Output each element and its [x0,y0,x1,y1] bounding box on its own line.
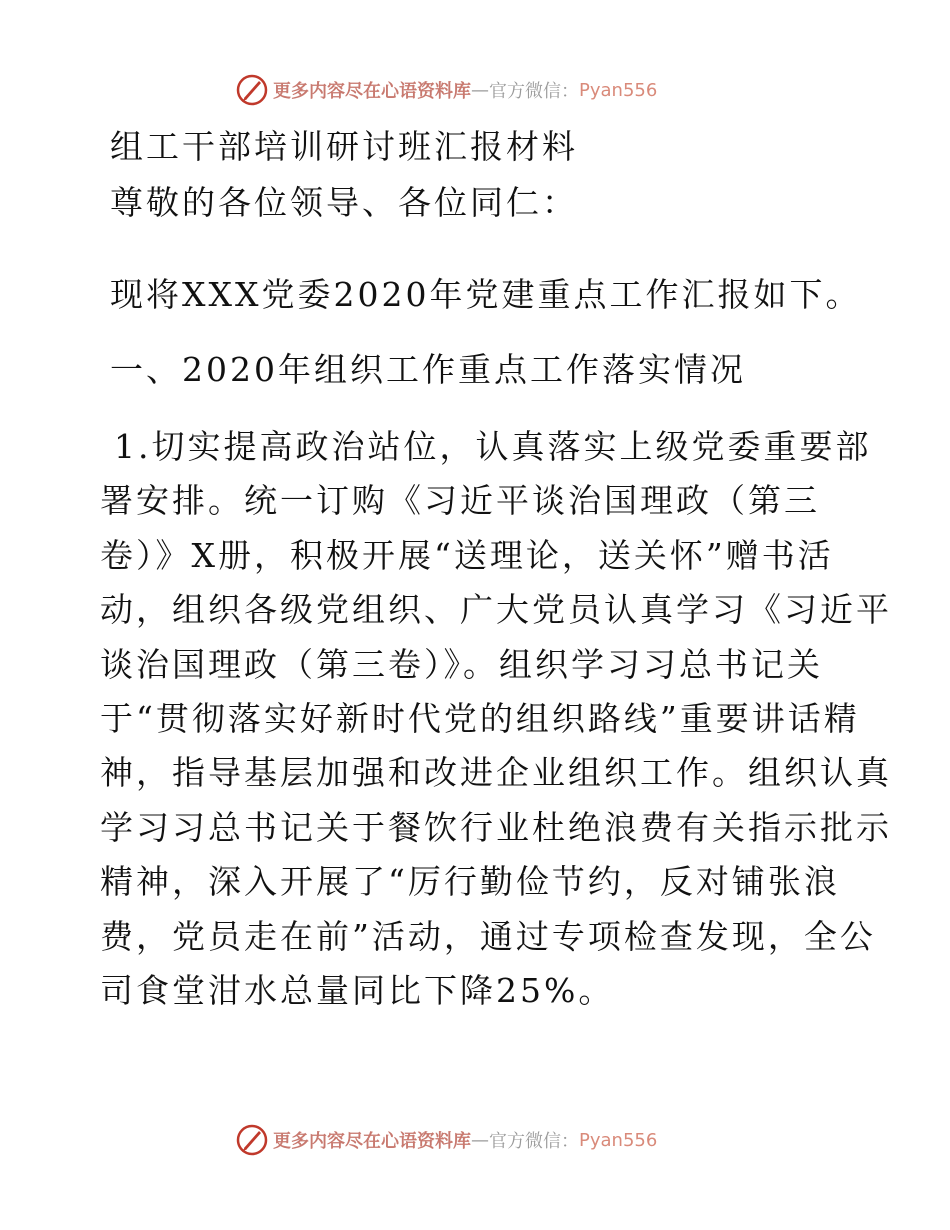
watermark-dash: — [471,79,489,101]
quill-pen-logo-icon [235,73,269,107]
paragraph-line: 动，组织各级党组织、广大党员认真学习《习近平 [100,590,892,630]
salutation: 尊敬的各位领导、各位同仁： [110,183,578,222]
document-title: 组工干部培训研讨班汇报材料 [110,127,578,166]
watermark-contact-id: Pyan556 [579,1129,658,1151]
paragraph-line: 于“贯彻落实好新时代党的组织路线”重要讲话精 [100,699,860,739]
section-heading: 一、2020年组织工作重点工作落实情况 [110,350,746,389]
paragraph-line: 1.切实提高政治站位，认真落实上级党委重要部 [114,427,872,466]
paragraph-line: 谈治国理政（第三卷）》。组织学习习总书记关 [100,644,823,684]
body-paragraph [100,420,892,1018]
watermark-contact-label: 官方微信： [489,81,579,102]
quill-pen-logo-icon [235,1123,269,1157]
paragraph-line: 卷）》X册，积极开展“送理论，送关怀”赠书活 [100,535,834,575]
paragraph-line: 署安排。统一订购《习近平谈治国理政（第三 [100,481,820,521]
watermark-text: 更多内容尽在心语资料库 [273,81,471,102]
watermark-header [235,72,657,108]
watermark-text: 更多内容尽在心语资料库 [273,1131,471,1152]
intro-sentence: 现将XXX党委2020年党建重点工作汇报如下。 [110,275,862,314]
paragraph-line: 精神，深入开展了“厉行勤俭节约，反对铺张浪 [100,862,840,902]
watermark-contact-label: 官方微信： [489,1131,579,1152]
paragraph-line: 神，指导基层加强和改进企业组织工作。组织认真 [100,753,892,793]
watermark-footer [235,1122,657,1158]
paragraph-line: 费，党员走在前”活动，通过专项检查发现，全公 [100,916,876,956]
paragraph-line: 学习习总书记关于餐饮行业杜绝浪费有关指示批示 [100,807,892,847]
paragraph-line: 司食堂泔水总量同比下降25%。 [100,971,615,1011]
watermark-contact-id: Pyan556 [579,79,658,101]
watermark-dash: — [471,1129,489,1151]
